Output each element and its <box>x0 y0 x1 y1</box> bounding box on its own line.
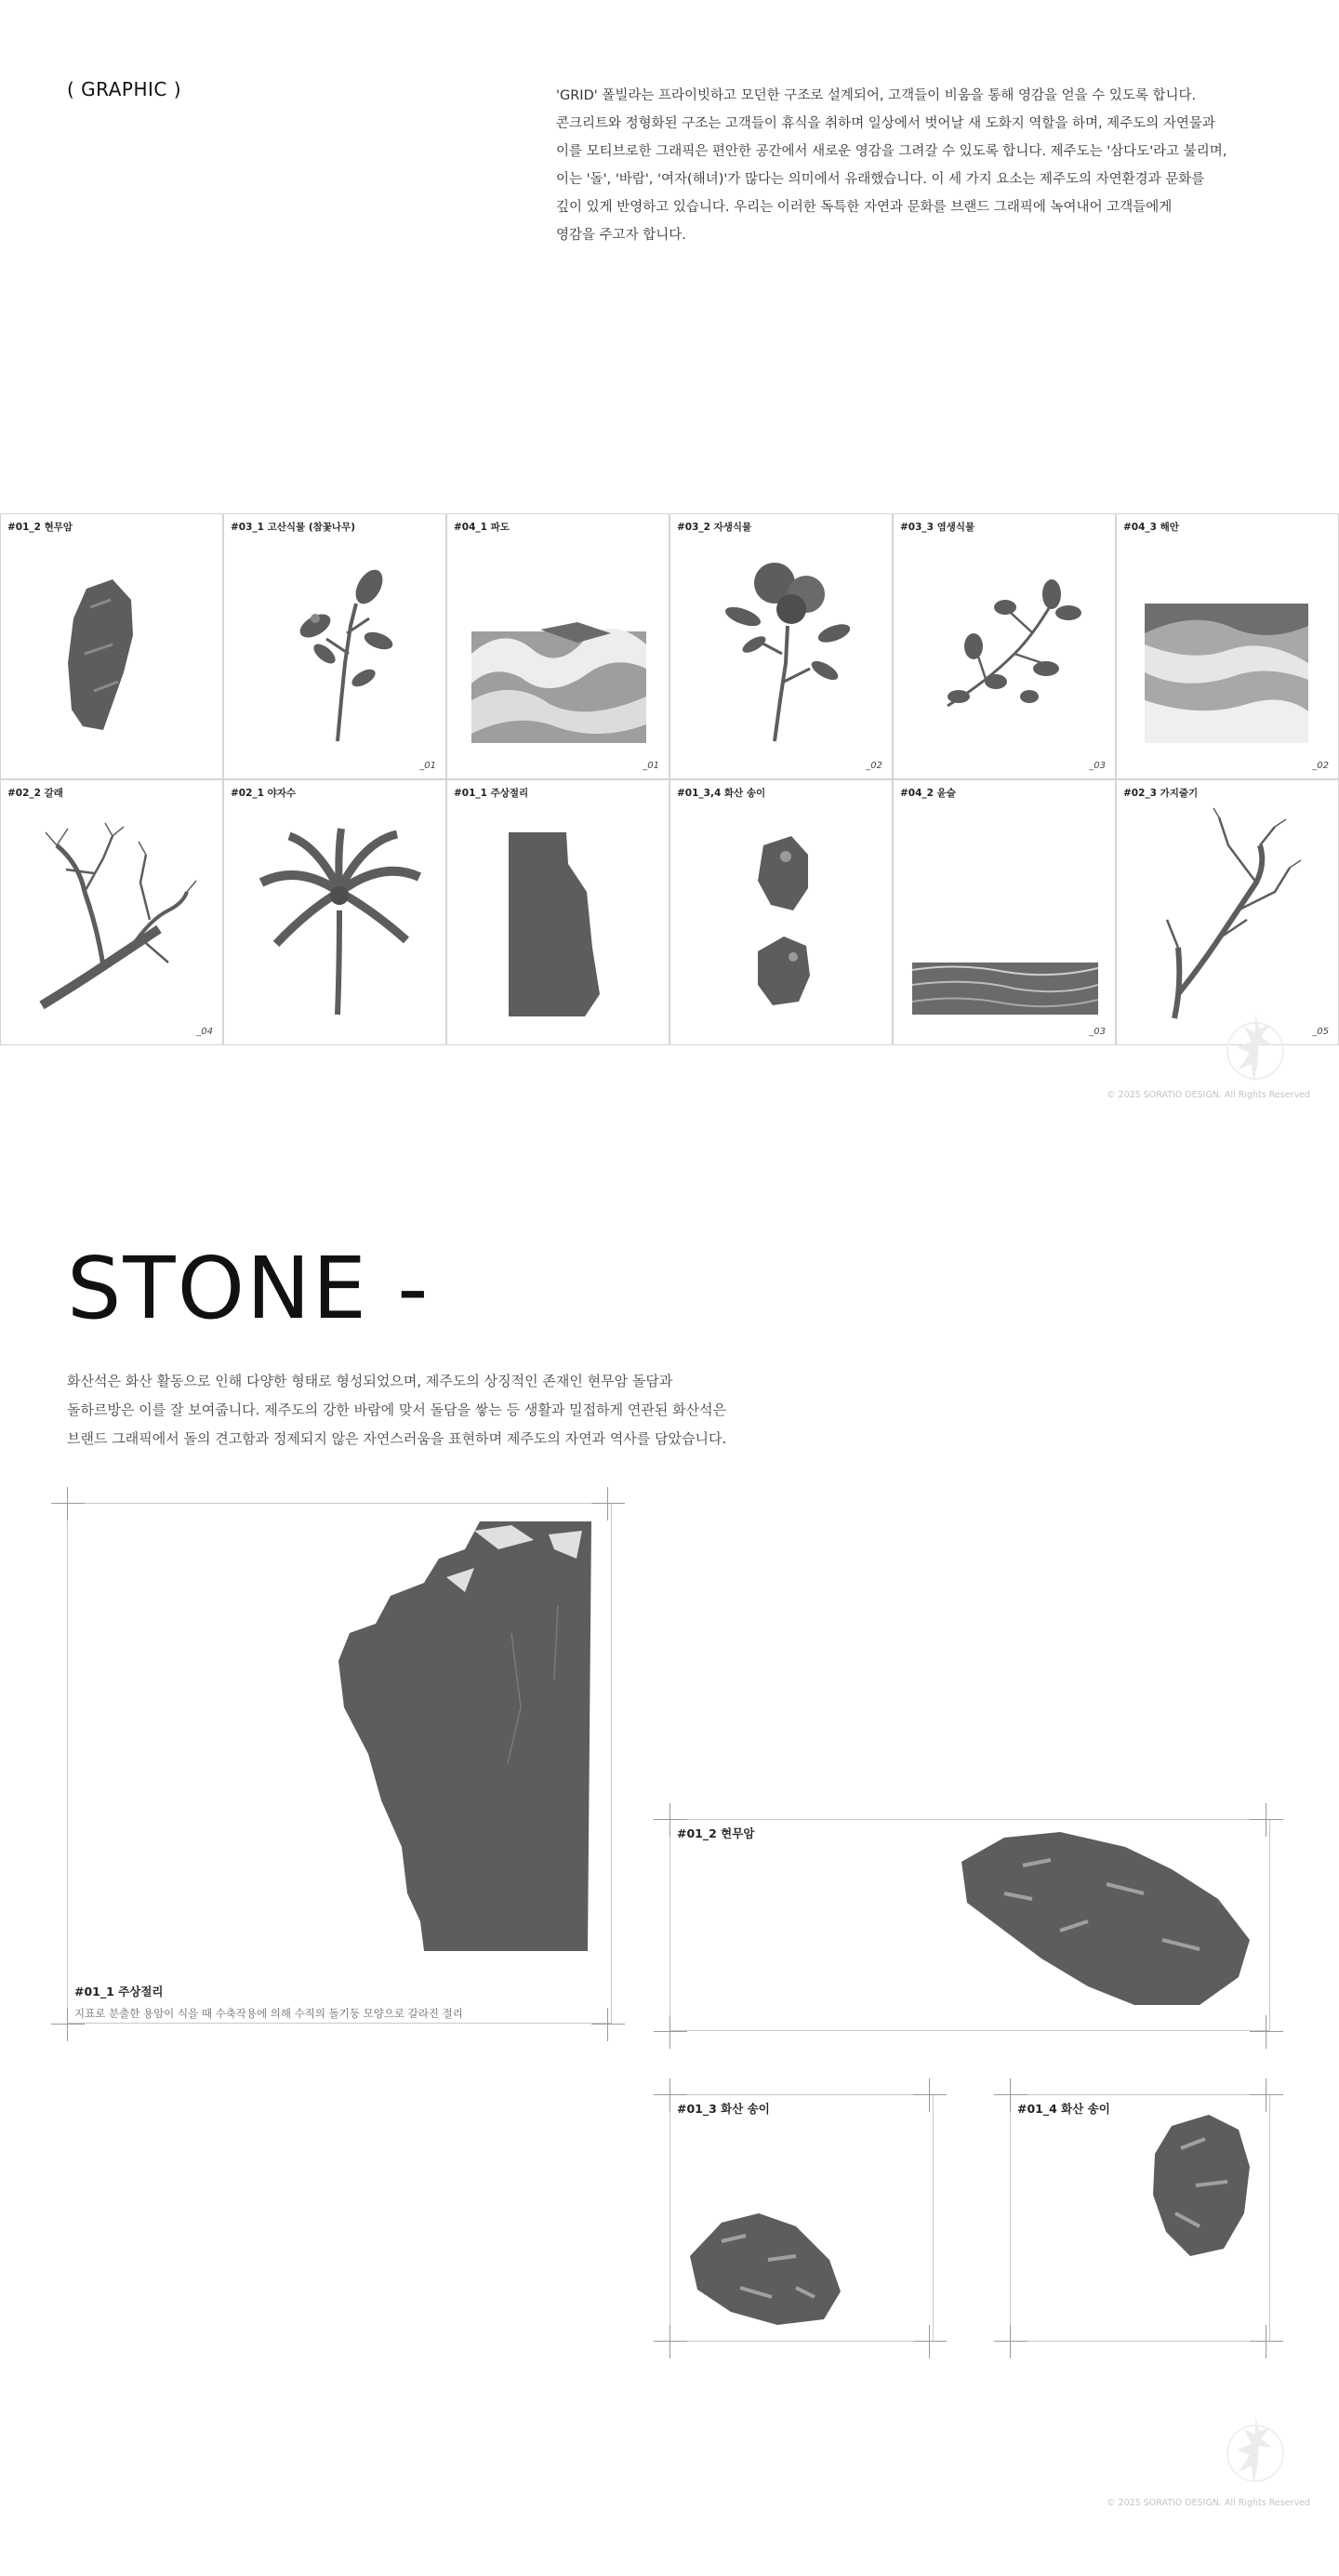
cell-tag: #02_2 갈래 <box>7 788 63 799</box>
cell-tag: #02_1 야자수 <box>231 788 297 799</box>
stone-line: 화산석은 화산 활동으로 인해 다양한 형태로 형성되었으며, 제주도의 상징적인 존재인 현무암 돌담과 <box>67 1373 673 1389</box>
grid-cell-halophyte <box>893 513 1116 779</box>
branch-stem-icon <box>1117 780 1339 1045</box>
palm-tree-icon <box>224 780 446 1045</box>
grid-cell-sea-glitter <box>893 779 1116 1045</box>
sea-glitter-icon <box>894 780 1116 1045</box>
grid-cell-columnar <box>446 779 670 1045</box>
graphic-grid <box>0 513 1339 1045</box>
intro-paragraph <box>556 82 1291 249</box>
flower-branch-icon <box>224 514 446 779</box>
copyright-text: © 2025 SORATIO DESIGN. All Rights Reserved <box>1107 2498 1310 2508</box>
cell-number: _03 <box>1089 761 1106 771</box>
frame-tag: #01_1 주상절리 <box>74 1985 164 1998</box>
cell-number: _04 <box>196 1027 213 1037</box>
coast-icon <box>1117 514 1339 779</box>
grid-cell-coast <box>1116 513 1339 779</box>
cell-number: _01 <box>643 761 659 771</box>
intro-line: 콘크리트와 정형화된 구조는 고객들이 휴식을 취하며 일상에서 벗어날 새 도화지 역할을 하며, 제주도의 자연물과 <box>556 116 1215 131</box>
frame-description: 지표로 분출한 용암이 식을 때 수축작용에 의해 수직의 돌기둥 모양으로 갈라진 절리 <box>74 2007 463 2020</box>
cell-number: _01 <box>419 761 436 771</box>
cell-number: _05 <box>1312 1027 1329 1037</box>
bare-branch-icon <box>1 780 223 1045</box>
cell-number: _03 <box>1089 1027 1106 1037</box>
section-label: ( GRAPHIC ) <box>67 78 182 100</box>
cell-number: _02 <box>866 761 882 771</box>
basalt-rock-icon <box>1 514 223 779</box>
cell-tag: #03_1 고산식물 (참꽃나무) <box>231 522 356 533</box>
grid-cell-scoria <box>670 779 893 1045</box>
wild-flower-icon <box>670 514 893 779</box>
grid-cell-palm <box>223 779 446 1045</box>
grid-cell-fork <box>0 779 223 1045</box>
cell-number: _02 <box>1312 761 1329 771</box>
cell-tag: #04_1 파도 <box>454 522 510 533</box>
scoria-art-icon <box>684 2204 852 2334</box>
basalt-art-icon <box>948 1828 1265 2011</box>
cell-tag: #04_3 해안 <box>1123 522 1179 533</box>
grid-cell-native-plant <box>670 513 893 779</box>
cell-tag: #04_2 윤슬 <box>900 788 956 799</box>
watermark-logo-icon <box>1218 1010 1293 1088</box>
cell-tag: #01_3,4 화산 송이 <box>677 788 766 799</box>
leafy-branch-icon <box>894 514 1116 779</box>
cell-tag: #03_3 염생식물 <box>900 522 975 533</box>
stone-line: 브랜드 그래픽에서 돌의 견고함과 정제되지 않은 자연스러움을 표현하며 제주도의 자연과 역사를 담았습니다. <box>67 1430 727 1447</box>
stone-title: STONE - <box>67 1239 431 1338</box>
stone-description <box>67 1367 904 1454</box>
columnar-joint-art-icon <box>335 1521 595 1951</box>
copyright-text: © 2025 SORATIO DESIGN. All Rights Reserved <box>1107 1090 1310 1100</box>
intro-line: 영감을 주고자 합니다. <box>556 228 686 243</box>
cell-tag: #02_3 가지줄기 <box>1123 788 1199 799</box>
intro-line: 이를 모티브로한 그래픽은 편안한 공간에서 새로운 영감을 그려갈 수 있도록 합니다. 제주도는 '삼다도'라고 불리며, <box>556 144 1227 159</box>
cell-tag: #01_1 주상절리 <box>454 788 529 799</box>
frame-tag: #01_4 화산 송이 <box>1017 2102 1110 2116</box>
cell-tag: #01_2 현무암 <box>7 522 73 533</box>
grid-cell-alpine-flower <box>223 513 446 779</box>
scoria-stones-icon <box>670 780 893 1045</box>
watermark-logo-icon <box>1218 2412 1293 2490</box>
intro-line: 깊이 있게 반영하고 있습니다. 우리는 이러한 독특한 자연과 문화를 브랜드 그래픽에 녹여내어 고객들에게 <box>556 200 1173 215</box>
grid-cell-wave <box>446 513 670 779</box>
grid-cell-basalt <box>0 513 223 779</box>
cell-tag: #03_2 자생식물 <box>677 522 752 533</box>
scoria-art-icon <box>1134 2111 1255 2269</box>
grid-cell-branch-stem <box>1116 779 1339 1045</box>
frame-tag: #01_2 현무암 <box>677 1826 755 1840</box>
wave-icon <box>447 514 670 779</box>
intro-line: 이는 '돌', '바람', '여자(해녀)'가 많다는 의미에서 유래했습니다. 이 세 가지 요소는 제주도의 자연환경과 문화를 <box>556 172 1205 187</box>
columnar-joint-icon <box>447 780 670 1045</box>
stone-line: 돌하르방은 이를 잘 보여줍니다. 제주도의 강한 바람에 맞서 돌담을 쌓는 등 생활과 밀접하게 연관된 화산석은 <box>67 1401 727 1418</box>
frame-tag: #01_3 화산 송이 <box>677 2102 770 2116</box>
intro-line: 'GRID' 폴빌라는 프라이빗하고 모던한 구조로 설계되어, 고객들이 비움을 통해 영감을 얻을 수 있도록 합니다. <box>556 88 1197 103</box>
